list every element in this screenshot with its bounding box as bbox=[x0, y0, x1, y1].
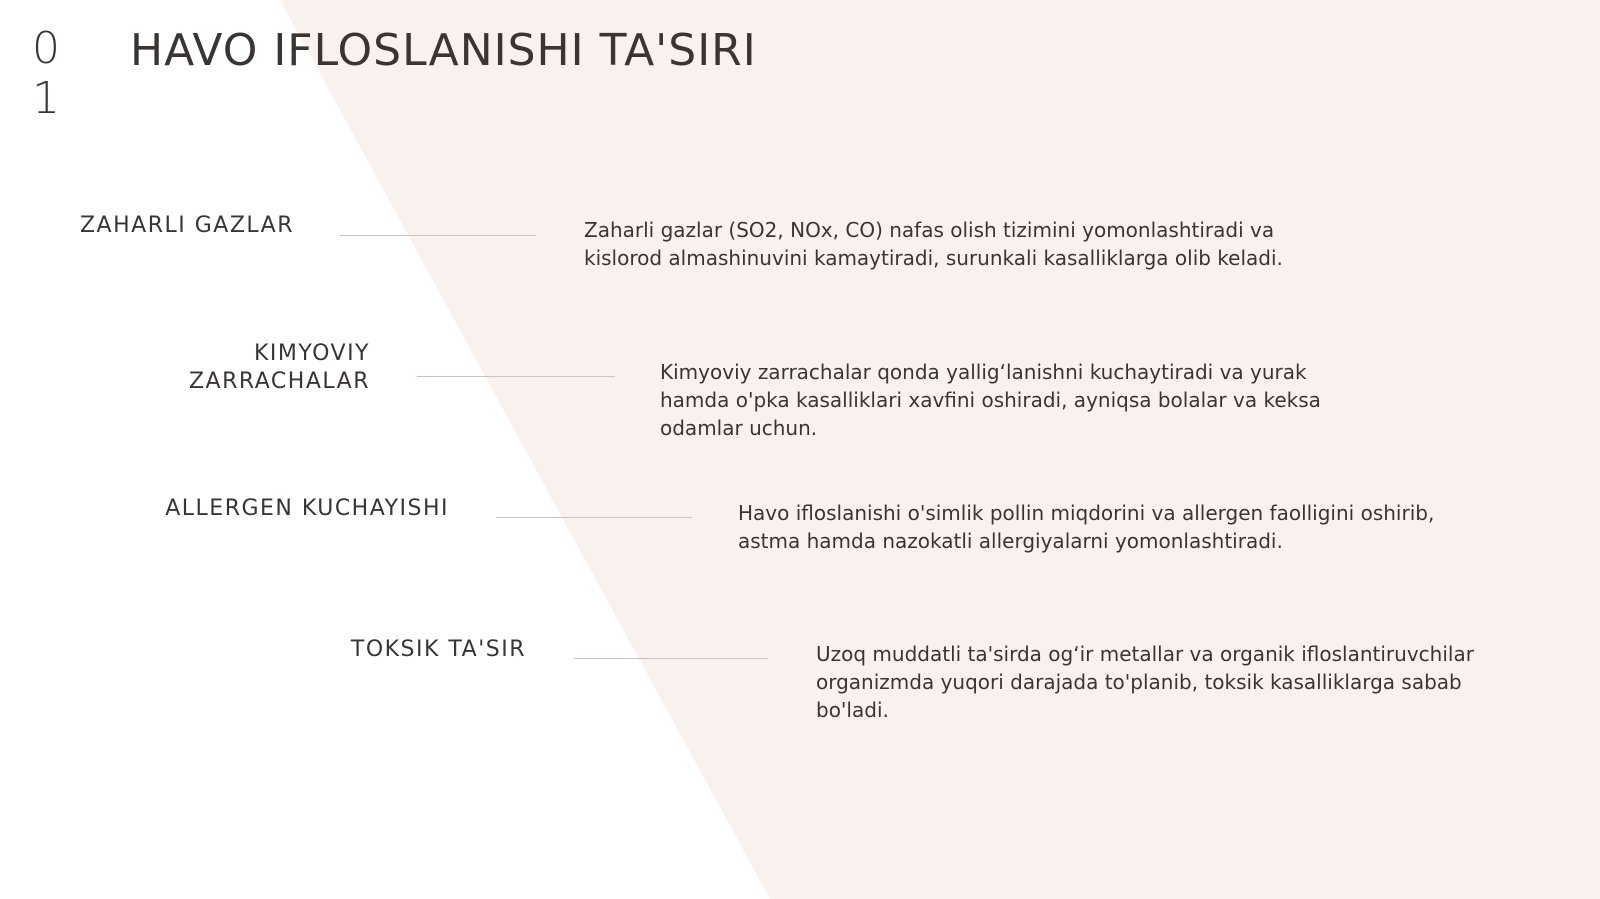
connector-line bbox=[496, 517, 692, 518]
description-zaharli-gazlar: Zaharli gazlar (SO2, NOx, CO) nafas olish tizimini yomonlashtiradi va kislorod almashinuvini kamaytiradi, surunkali kasalliklarga olib keladi. bbox=[584, 218, 1283, 270]
connector-line bbox=[417, 376, 615, 377]
description-allergen-kuchayishi: Havo ifloslanishi o'simlik pollin miqdorini va allergen faolligini oshirib, astma hamda nazokatli allergiyalarni yomonlashtiradi. bbox=[738, 501, 1435, 553]
heading-toksik-tasir: TOKSIK TA'SIR bbox=[350, 637, 526, 662]
heading-zaharli-gazlar: ZAHARLI GAZLAR bbox=[79, 213, 294, 238]
heading-kimyoviy-zarrachalar-text: KIMYOVIY ZARRACHALAR bbox=[188, 341, 370, 394]
description-toksik-tasir: Uzoq muddatli ta'sirda og‘ir metallar va organik ifloslantiruvchilar organizmda yuqori darajada to'planib, toksik kasalliklarga sabab bo'ladi. bbox=[816, 642, 1474, 722]
heading-allergen-kuchayishi: ALLERGEN KUCHAYISHI bbox=[165, 496, 449, 521]
slide-number-digit-2: 1 bbox=[32, 73, 60, 124]
description-kimyoviy-zarrachalar: Kimyoviy zarrachalar qonda yallig‘lanishni kuchaytiradi va yurak hamda o'pka kasalliklari xavfini oshiradi, ayniqsa bolalar va keksa odamlar uchun. bbox=[660, 360, 1321, 440]
slide-title: HAVO IFLOSLANISHI TA'SIRI bbox=[130, 25, 757, 76]
connector-line bbox=[574, 658, 768, 659]
slide-number bbox=[32, 24, 72, 124]
connector-line bbox=[340, 235, 536, 236]
slide-number-digit-1: 0 bbox=[32, 23, 60, 74]
heading-kimyoviy-zarrachalar bbox=[150, 340, 370, 396]
